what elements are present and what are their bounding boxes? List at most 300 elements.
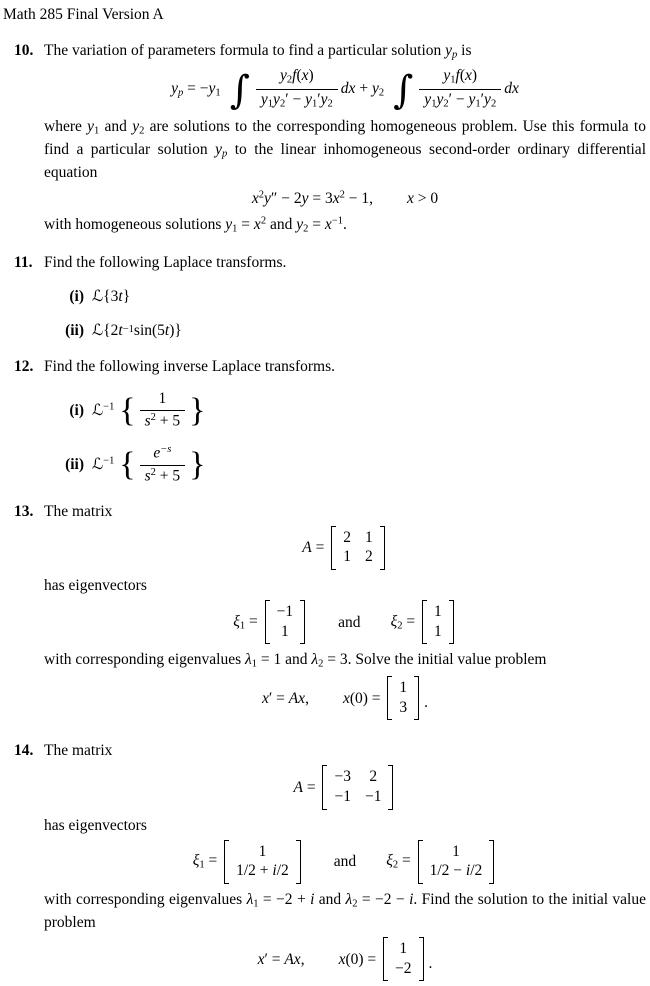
matrix-cell: 3 xyxy=(399,698,408,716)
text-run: and xyxy=(99,118,133,136)
text-run: λ xyxy=(311,651,319,669)
text-run: with corresponding eigenvalues xyxy=(44,651,246,669)
equation-period: . xyxy=(424,694,429,712)
text-run: has eigenvectors xyxy=(44,816,147,834)
text-run: 1 xyxy=(199,859,205,871)
text-run: −1 xyxy=(103,456,115,468)
text-run: −s xyxy=(160,444,172,456)
eq-run xyxy=(341,78,384,101)
text-run: y xyxy=(132,118,140,136)
eigenvector-2 xyxy=(422,600,454,644)
text-run: , xyxy=(305,689,309,707)
matrix-bracket-right xyxy=(414,676,419,720)
text-run: 1 xyxy=(452,842,460,860)
problem-10-body xyxy=(44,40,648,237)
problem-12 xyxy=(14,356,648,486)
text-run: x xyxy=(324,216,332,233)
fraction-numerator xyxy=(148,444,176,464)
matrix-cell: −1 xyxy=(334,788,351,806)
text-run: A xyxy=(293,779,303,797)
text-run: 1 xyxy=(158,390,167,408)
item-label: (i) xyxy=(69,288,84,306)
text-run: 1 xyxy=(239,620,246,632)
matrix-bracket-right xyxy=(419,937,424,981)
text-run: f xyxy=(292,67,297,85)
text-run: {2 xyxy=(103,322,119,340)
problem-10-outro xyxy=(44,214,646,237)
text-run: 2 xyxy=(260,215,267,227)
equation-row xyxy=(258,937,433,981)
fraction xyxy=(419,67,501,111)
text-run: 2 xyxy=(258,189,264,201)
problem-10-paragraph xyxy=(44,116,646,183)
text-run: The matrix xyxy=(44,502,113,520)
text-run: p xyxy=(452,49,458,61)
text-run: s xyxy=(144,466,151,484)
text-run: y xyxy=(424,90,432,108)
text-run: x xyxy=(465,67,472,85)
eq-run xyxy=(391,611,419,634)
problem-12-item-i xyxy=(58,390,646,431)
matrix-cell: 1 xyxy=(343,548,351,566)
text-run: y xyxy=(263,189,271,207)
text-run: i xyxy=(310,890,315,908)
text-run: = 3. Solve the initial value problem xyxy=(323,651,547,669)
text-run: and xyxy=(314,890,346,908)
matrix-cell: 1 xyxy=(364,528,373,546)
text-run: x xyxy=(261,689,269,707)
text-run: x xyxy=(301,67,309,85)
eq-run xyxy=(302,537,328,558)
text-run: 2 xyxy=(392,859,399,871)
item-label: (ii) xyxy=(65,322,84,340)
text-run: 2 xyxy=(352,898,358,910)
text-run: λ xyxy=(246,890,254,908)
matrix-cell: 1 xyxy=(433,622,442,640)
text-run: y xyxy=(215,140,222,158)
problem-13-number: 13. xyxy=(14,502,34,520)
problem-12-intro xyxy=(44,356,646,377)
text-run: 1 xyxy=(475,98,481,110)
text-run: has eigenvectors xyxy=(44,576,147,594)
matrix-cells xyxy=(229,840,296,884)
text-run: ′ xyxy=(480,90,485,108)
text-run: 2 xyxy=(303,223,309,235)
text-run: y xyxy=(305,90,312,108)
text-run: , xyxy=(300,950,305,968)
text-run: Ax xyxy=(288,689,306,707)
problem-14-intro xyxy=(44,740,646,761)
matrix-cell: 2 xyxy=(369,768,378,786)
equation-eigenvectors xyxy=(44,840,646,884)
text-run: 2 xyxy=(150,412,156,424)
fraction-denominator xyxy=(256,89,338,111)
problem-13-paragraph xyxy=(44,649,646,672)
text-run: ℒ xyxy=(92,401,104,420)
fraction-numerator xyxy=(154,390,172,410)
text-run: are solutions to the corresponding homogeneous problem. Use this formula to find a particular solution xyxy=(44,118,646,158)
matrix-A xyxy=(322,765,393,809)
equation-period: . xyxy=(428,955,433,973)
text-run: x xyxy=(253,216,261,233)
text-run: 1/2 − xyxy=(429,862,466,880)
text-run: x xyxy=(257,950,265,968)
text-run: 2 xyxy=(279,98,286,110)
text-run: = xyxy=(302,779,320,797)
problem-14-paragraph xyxy=(44,889,646,933)
matrix-cells xyxy=(388,937,419,981)
text-run: /2 xyxy=(470,862,483,880)
text-run: − 1, xyxy=(344,189,374,207)
eq-run xyxy=(294,777,320,798)
text-run: ξ xyxy=(192,852,200,870)
problem-14-eigvec-text xyxy=(44,815,646,836)
text-run: ″ xyxy=(270,189,278,207)
text-run: x xyxy=(342,689,350,707)
text-run: with homogeneous solutions xyxy=(44,216,226,233)
matrix-cell: −1 xyxy=(276,603,294,621)
item-label: (i) xyxy=(69,402,84,420)
problem-11-body xyxy=(44,252,648,341)
text-run: y xyxy=(87,118,95,136)
item-math xyxy=(92,320,182,341)
text-run: 1 xyxy=(267,98,274,110)
equation-row xyxy=(302,526,387,570)
text-run: dx xyxy=(340,79,356,97)
text-run: ℒ xyxy=(92,287,104,306)
text-run: y xyxy=(171,79,179,97)
eq-run xyxy=(334,851,356,872)
eq-run xyxy=(258,949,380,970)
text-run: The matrix xyxy=(44,742,113,760)
text-run: 2 xyxy=(443,98,449,110)
text-run: The variation of parameters formula to find a particular solution xyxy=(44,42,446,60)
text-run: ′ xyxy=(268,689,273,707)
text-run: ( xyxy=(459,67,466,85)
text-run: 1 xyxy=(311,98,318,110)
text-run: = xyxy=(308,216,325,233)
initial-condition-vector xyxy=(383,937,424,981)
text-run: 2 xyxy=(490,98,497,110)
matrix-cell: 1 xyxy=(399,939,408,957)
equation-matrix-A xyxy=(44,526,646,570)
text-run: 1 xyxy=(215,87,221,99)
text-run: t xyxy=(118,322,123,340)
matrix-cell: 1 xyxy=(433,603,442,621)
text-run: p xyxy=(221,148,228,160)
problem-13-eigvec-text xyxy=(44,575,646,596)
text-run: Find the following inverse Laplace transforms. xyxy=(44,358,335,376)
text-run: i xyxy=(272,862,277,880)
matrix-cells xyxy=(427,600,449,644)
text-run: 2 xyxy=(286,74,293,86)
text-run: y xyxy=(443,67,451,85)
text-run: = xyxy=(245,612,262,630)
problem-13-body xyxy=(44,501,648,726)
fraction xyxy=(256,67,338,111)
equation-row xyxy=(294,765,397,809)
text-run: + 5 xyxy=(155,466,181,484)
equation-ode xyxy=(44,187,646,209)
text-run: to the linear inhomogeneous second-order ordinary differential equation xyxy=(44,140,646,181)
matrix-bracket-right xyxy=(388,765,393,809)
text-run: ξ xyxy=(390,612,398,630)
matrix-cell: 2 xyxy=(364,548,373,566)
text-run: (0) = xyxy=(349,689,385,707)
inverse-laplace-symbol xyxy=(92,400,118,421)
text-run: −1 xyxy=(122,324,134,336)
problem-12-number: 12. xyxy=(14,358,34,376)
text-run: ′ xyxy=(448,90,452,108)
text-run: λ xyxy=(345,890,353,908)
matrix-cells xyxy=(327,765,388,809)
fraction xyxy=(140,444,186,485)
text-run: 2 xyxy=(378,87,385,99)
fraction-denominator xyxy=(140,410,186,431)
text-run: = 1 and xyxy=(257,651,312,669)
text-run: y xyxy=(273,90,280,108)
text-run: y xyxy=(484,90,491,108)
text-run: = xyxy=(204,852,222,870)
problem-11-item-ii xyxy=(58,320,646,341)
matrix-cell xyxy=(452,843,460,862)
matrix-cells xyxy=(392,676,414,720)
text-run: Ax xyxy=(284,950,301,968)
matrix-cells xyxy=(423,840,490,884)
equation-ivp xyxy=(44,676,646,720)
problem-10-number: 10. xyxy=(14,42,34,60)
text-run: y xyxy=(301,189,309,207)
matrix-bracket-right xyxy=(449,600,454,644)
text-run: ′ xyxy=(285,90,289,108)
text-run: ξ xyxy=(386,852,393,870)
text-run: . Find the solution to the initial value problem xyxy=(44,890,646,931)
text-run: 2 xyxy=(339,189,345,201)
text-run: = − xyxy=(183,79,209,97)
text-run: − xyxy=(288,90,306,108)
matrix-cell xyxy=(430,862,483,881)
text-run: ) xyxy=(308,67,314,85)
matrix-bracket-right xyxy=(380,526,385,570)
equation-ivp xyxy=(44,937,646,981)
equation-row xyxy=(262,676,428,720)
page-title: Math 285 Final Version A xyxy=(3,6,164,23)
text-run: 2 xyxy=(397,620,403,632)
text-run: − 2 xyxy=(277,189,302,207)
equation-row: yp = −y1 ∫ $\frac{y2f(x)}{y1y2' - y1'y2}$ dx + y2 ∫ $\frac{y1f(x)}{y1y2' - y1'y2}$ dx xyxy=(171,67,519,114)
eq-run xyxy=(504,78,519,99)
text-run: −1 xyxy=(103,402,115,414)
text-run: ) xyxy=(471,67,478,85)
eigenvector-2 xyxy=(418,840,495,884)
text-run: where xyxy=(44,118,88,136)
item-math xyxy=(92,286,130,307)
matrix-cell: −1 xyxy=(364,788,382,806)
text-run: x xyxy=(338,950,346,968)
text-run: and xyxy=(266,216,297,233)
matrix-cell: −2 xyxy=(395,959,412,977)
matrix-cell xyxy=(259,843,267,862)
problem-11 xyxy=(14,252,648,341)
text-run: } xyxy=(122,288,131,306)
text-run: {3 xyxy=(103,288,119,306)
text-run: = xyxy=(398,852,415,870)
text-run: ′ xyxy=(317,90,321,108)
text-run: > 0 xyxy=(417,189,439,207)
matrix-bracket-right xyxy=(296,840,301,884)
text-run: and xyxy=(338,613,361,631)
text-run: e xyxy=(153,444,161,462)
equation-variation-of-parameters xyxy=(44,67,646,114)
equation-row xyxy=(252,188,438,209)
problem-14 xyxy=(14,740,648,986)
problem-12-item-ii xyxy=(58,444,646,485)
inverse-laplace-symbol xyxy=(92,454,118,475)
text-run: i xyxy=(465,862,471,880)
text-run: p xyxy=(178,87,184,99)
text-run: y xyxy=(320,90,328,108)
problem-13-intro xyxy=(44,501,646,522)
text-run: A xyxy=(302,539,312,557)
eq-run xyxy=(233,611,261,634)
item-math: ℒ$^{-1}$ { $\frac{1}{s^2 + 5}$ } xyxy=(92,390,206,430)
equation-row xyxy=(193,840,498,884)
text-run: = xyxy=(267,950,285,968)
eq-run xyxy=(262,688,384,709)
text-run: = −2 − xyxy=(357,890,410,908)
text-run: sin(5 xyxy=(133,322,165,340)
text-run: y xyxy=(225,216,233,233)
problem-10-intro xyxy=(44,40,646,63)
text-run: ξ xyxy=(233,612,240,630)
text-run: y xyxy=(279,67,287,85)
eq-run xyxy=(386,850,414,873)
eq-run xyxy=(193,850,221,873)
item-label: (ii) xyxy=(65,456,84,474)
matrix-cell: 2 xyxy=(343,528,351,546)
problem-14-number: 14. xyxy=(14,742,34,760)
text-run: 1 xyxy=(253,898,259,910)
text-run: y xyxy=(296,216,304,233)
text-run: λ xyxy=(245,651,252,669)
text-run: t xyxy=(164,322,170,340)
text-run: x xyxy=(332,189,340,207)
text-run: 2 xyxy=(150,466,156,478)
text-run: − xyxy=(452,90,469,108)
problem-11-number: 11. xyxy=(14,253,33,271)
text-run: + 5 xyxy=(155,412,181,430)
equation-matrix-A xyxy=(44,765,646,809)
text-run: = 3 xyxy=(308,189,333,207)
matrix-cells xyxy=(270,600,301,644)
matrix-cell: −3 xyxy=(334,768,351,786)
text-run: ℒ xyxy=(92,321,104,340)
text-run xyxy=(114,402,118,419)
problem-14-body xyxy=(44,740,648,986)
fraction xyxy=(140,390,186,431)
text-run: i xyxy=(409,890,414,908)
text-run: y xyxy=(371,79,379,97)
text-run: f xyxy=(455,67,460,85)
text-run: )} xyxy=(169,322,182,340)
text-run: and xyxy=(333,853,357,871)
text-run: with corresponding eigenvalues xyxy=(44,890,247,908)
problem-12-body xyxy=(44,356,648,486)
text-run: 2 xyxy=(318,658,324,670)
text-run: y xyxy=(208,79,216,97)
eigenvector-1 xyxy=(224,840,301,884)
matrix-cell: 1 xyxy=(281,622,289,640)
matrix-cells xyxy=(336,526,380,570)
text-run xyxy=(114,456,118,473)
text-run: 2 xyxy=(327,98,333,110)
text-run: ℒ xyxy=(92,455,104,474)
fraction-denominator xyxy=(140,465,186,486)
text-run: dx xyxy=(504,80,519,98)
text-run: ′ xyxy=(264,950,268,968)
matrix-cell: 1 xyxy=(399,679,408,697)
text-run: y xyxy=(260,90,268,108)
equation-row xyxy=(233,600,456,644)
text-run: x xyxy=(407,189,418,207)
text-run: 1 xyxy=(258,842,267,860)
eq-run xyxy=(252,188,438,209)
eq-run xyxy=(338,612,360,633)
text-run: 1 xyxy=(94,125,100,137)
text-run: 1/2 + xyxy=(236,862,273,880)
text-run: 1 xyxy=(232,223,238,235)
text-run: (0) = xyxy=(345,950,381,968)
problem-11-item-i xyxy=(58,286,646,307)
text-run: 1 xyxy=(431,98,437,110)
text-run: /2 xyxy=(276,862,289,880)
matrix-bracket-right xyxy=(300,600,305,644)
text-run: = xyxy=(237,216,254,233)
eigenvector-1 xyxy=(265,600,306,644)
initial-condition-vector xyxy=(387,676,419,720)
text-run: y xyxy=(445,42,453,60)
text-run: t xyxy=(118,288,123,306)
text-run: = −2 + xyxy=(258,890,311,908)
text-run: is xyxy=(457,42,472,60)
item-math: ℒ$^{-1}$ { $\frac{e^{-s}}{s^2 + 5}$ } xyxy=(92,444,206,484)
fraction-numerator xyxy=(275,67,319,88)
text-run: Find the following Laplace transforms. xyxy=(44,253,287,271)
problem-11-intro xyxy=(44,252,646,273)
text-run: y xyxy=(436,90,444,108)
text-run: + xyxy=(355,79,372,97)
text-run: = xyxy=(311,539,329,557)
text-run: . xyxy=(342,216,347,233)
text-run: 2 xyxy=(139,125,145,137)
problem-10 xyxy=(14,40,648,237)
problem-13 xyxy=(14,501,648,726)
eq-run xyxy=(171,78,221,101)
text-run: = xyxy=(402,612,419,630)
matrix-bracket-right xyxy=(489,840,494,884)
matrix-cell xyxy=(236,862,289,881)
fraction-numerator xyxy=(438,67,482,88)
text-run: −1 xyxy=(331,215,343,227)
text-run: x xyxy=(251,189,259,207)
text-run: 1 xyxy=(450,74,456,86)
matrix-A xyxy=(331,526,385,570)
text-run: ( xyxy=(296,67,302,85)
text-run: 1 xyxy=(251,658,257,670)
equation-eigenvectors xyxy=(44,600,646,644)
text-run: = xyxy=(272,689,289,707)
fraction-denominator xyxy=(419,89,501,111)
